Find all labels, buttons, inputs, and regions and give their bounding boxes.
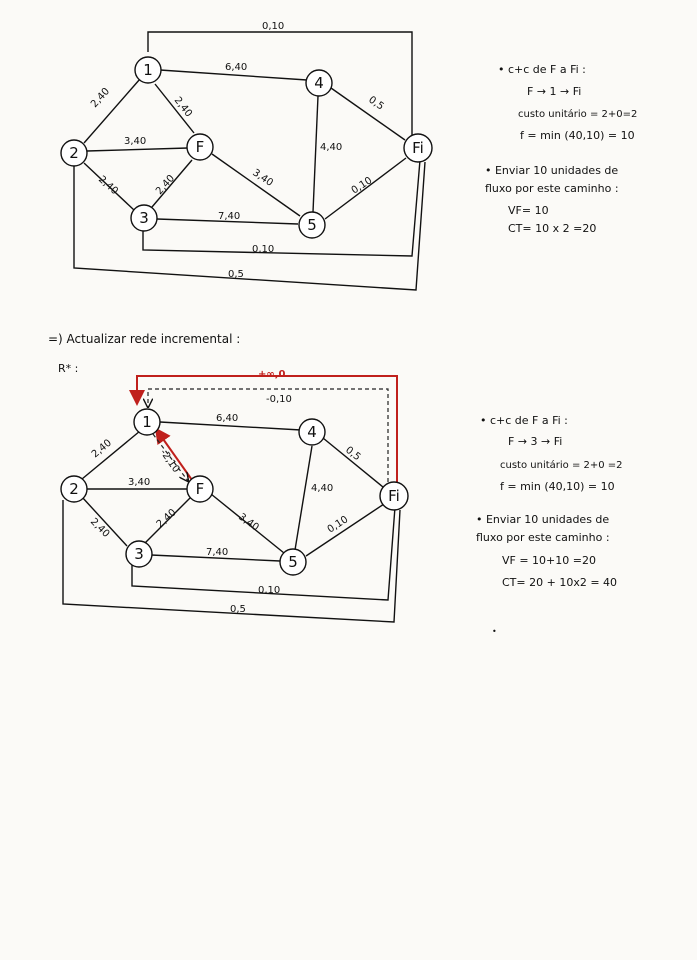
edge-label: 0,10 [258,585,281,596]
edge-label: -2,10 [157,447,182,475]
edge-4-Fi [331,88,405,140]
notes1-ct: CT= 10 x 2 =20 [508,222,597,235]
svg-text:2: 2 [69,144,79,162]
graph2-node-1 [134,409,160,435]
edge-label: 3,40 [128,477,151,488]
edge-3-to-fi-bottom-loop [143,160,420,256]
notes-2 [476,414,623,636]
svg-text:F: F [195,138,205,156]
edge-label: 7,40 [218,211,241,222]
graph2-node-Fi [380,482,408,510]
edge-label: 0,5 [366,94,386,113]
stray-mark: • [492,627,497,636]
notes2-vf: VF = 10+10 =20 [502,554,596,567]
edge-4-Fi [323,438,383,487]
svg-text:1: 1 [142,413,152,431]
graph1-node-2 [61,140,87,166]
svg-text:5: 5 [288,553,298,571]
graph1-node-4 [306,70,332,96]
edge-label: 3,40 [124,136,147,147]
svg-text:4: 4 [307,423,317,441]
edge-label: 2,40 [89,437,114,461]
section-heading: =) Actualizar rede incremental : [48,332,241,346]
notes2-send-line2: fluxo por este caminho : [476,531,610,544]
notes1-title: • c+c de F a Fi : [498,63,586,76]
graph2-node-3 [126,541,152,567]
graph1-node-Fi [404,134,432,162]
svg-text:3: 3 [139,209,149,227]
svg-text:3: 3 [134,545,144,563]
notes-1 [485,63,637,235]
edge-label: 0,10 [262,21,285,32]
svg-text:1: 1 [143,61,153,79]
notes2-path: F → 3 → Fi [508,435,563,448]
svg-text:5: 5 [307,216,317,234]
edge-label: 6,40 [216,413,239,424]
edge-4-5 [295,446,312,550]
notes2-title: • c+c de F a Fi : [480,414,568,427]
notes2-flow: f = min (40,10) = 10 [500,480,615,493]
edge-2-1 [82,431,140,479]
graph2-node-2 [61,476,87,502]
edge-label: -0,10 [266,394,292,405]
network-graph-1 [61,21,432,290]
incremental-network-label: R* : [58,362,79,375]
edge-2-F [87,148,188,151]
graph1-node-1 [135,57,161,83]
notes2-cost: custo unitário = 2+0 =2 [500,460,623,471]
edge-label: 3,40 [236,511,261,534]
svg-text:Fi: Fi [412,139,424,157]
graph1-node-F [187,134,213,160]
edge-label: 0,10 [252,244,275,255]
edge-5-Fi [306,504,384,556]
edge-2-1 [84,79,140,143]
edge-label: 2,40 [171,95,195,120]
svg-text:2: 2 [69,480,79,498]
notes1-vf: VF= 10 [508,204,549,217]
edge-label: 3,40 [250,167,275,189]
edge-label-red: +∞,0 [258,369,286,380]
edge-label: 7,40 [206,547,229,558]
svg-text:4: 4 [314,74,324,92]
edge-label: 6,40 [225,62,248,73]
edge-label: 0,5 [228,269,244,280]
notes1-path: F → 1 → Fi [527,85,582,98]
edge-label: 0,5 [230,604,246,615]
edge-label: 2,40 [87,516,112,540]
edge-4-5 [313,96,318,212]
graph1-node-3 [131,205,157,231]
edge-label: 4,40 [311,483,334,494]
notes1-send-line1: • Enviar 10 unidades de [485,164,619,177]
edge-F-5 [212,154,300,216]
graph1-node-5 [299,212,325,238]
edge-label: 2,40 [95,174,120,198]
edge-label: 2,40 [89,86,113,111]
svg-text:F: F [195,480,205,498]
edge-label: 0,10 [325,514,351,536]
graph2-node-F [187,476,213,502]
notes1-flow: f = min (40,10) = 10 [520,129,635,142]
notes1-cost: custo unitário = 2+0=2 [518,109,638,120]
notes2-ct: CT= 20 + 10x2 = 40 [502,576,618,589]
notes2-send-line1: • Enviar 10 unidades de [476,513,610,526]
edge-1-to-fi-top-loop [148,32,412,138]
network-graph-2 [61,369,408,622]
edge-label: 2,40 [154,173,178,198]
edge-label: 0,10 [349,175,375,197]
edge-label: 4,40 [320,142,343,153]
graph2-node-4 [299,419,325,445]
svg-text:Fi: Fi [388,487,400,505]
graph2-node-5 [280,549,306,575]
edge-label: 2,40 [154,507,179,531]
edge-label: 0,5 [343,444,363,464]
notes1-send-line2: fluxo por este caminho : [485,182,619,195]
